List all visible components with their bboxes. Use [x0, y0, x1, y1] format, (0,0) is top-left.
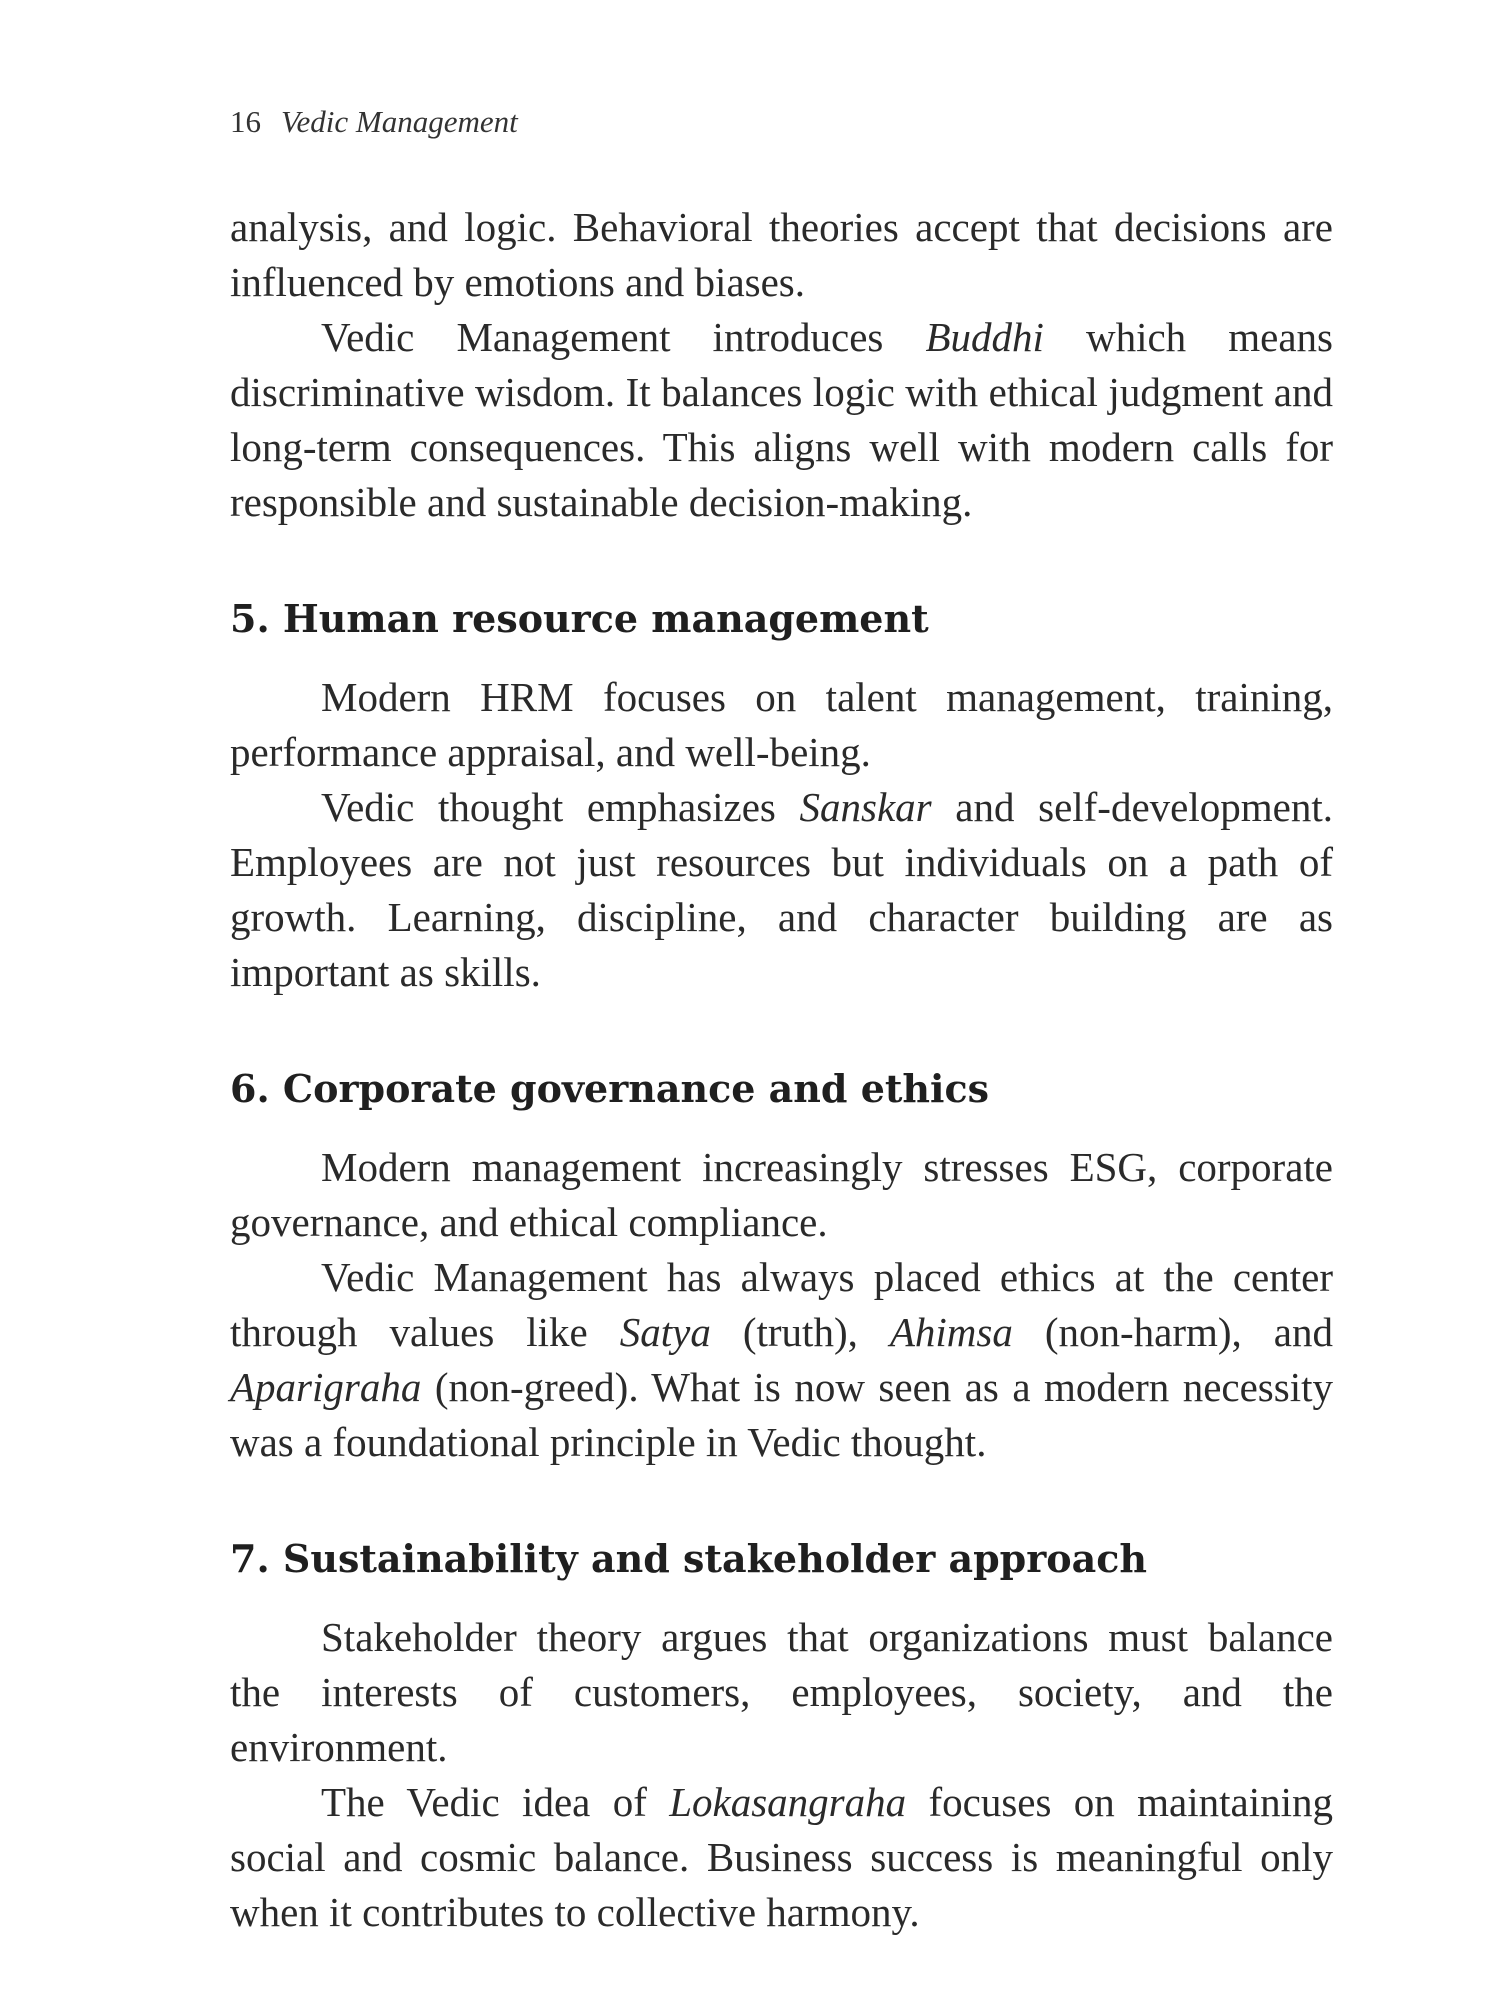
term-aparigraha: Aparigraha	[230, 1364, 422, 1410]
paragraph-continued: analysis, and logic. Behavioral theories accept that decisions are influenced by emotions and biases.	[230, 204, 1333, 305]
term-lokasangraha: Lokasangraha	[669, 1779, 907, 1825]
paragraph-stakeholder-modern: Stakeholder theory argues that organizations must balance the interests of customers, employees, society, and the environment.	[230, 1614, 1333, 1770]
paragraph-governance-modern: Modern management increasingly stresses ESG, corporate governance, and ethical compliance.	[230, 1144, 1333, 1245]
paragraph-governance-vedic: Vedic Management has always placed ethics at the center through values like Satya (truth), Ahimsa (non-harm), and Aparigraha (non-greed). What is now seen as a modern necessity was a foundational principle in Vedic thought.	[230, 1254, 1333, 1465]
section-heading-hrm: 5. Human resource management	[230, 596, 929, 641]
page-body	[230, 200, 1333, 1940]
book-title: Vedic Management	[281, 104, 518, 139]
term-sanskar: Sanskar	[799, 784, 932, 830]
page-number: 16	[230, 104, 261, 139]
section-heading-sustainability: 7. Sustainability and stakeholder approach	[230, 1536, 1148, 1581]
paragraph-hrm-modern: Modern HRM focuses on talent management, training, performance appraisal, and well-being.	[230, 674, 1333, 775]
term-ahimsa: Ahimsa	[889, 1309, 1013, 1355]
term-satya: Satya	[619, 1309, 711, 1355]
running-head	[230, 104, 518, 140]
section-heading-governance: 6. Corporate governance and ethics	[230, 1066, 990, 1111]
paragraph-buddhi: Vedic Management introduces Buddhi which means discriminative wisdom. It balances logic with ethical judgment and long-term consequences. This aligns well with modern calls for responsible and sustainable decision-making.	[230, 314, 1333, 525]
paragraph-stakeholder-vedic: The Vedic idea of Lokasangraha focuses on maintaining social and cosmic balance. Business success is meaningful only when it contributes to collective harmony.	[230, 1779, 1334, 1935]
paragraph-hrm-vedic: Vedic thought emphasizes Sanskar and self-development. Employees are not just resources but individuals on a path of growth. Learning, discipline, and character building are as important as skills.	[230, 784, 1333, 995]
term-buddhi: Buddhi	[925, 314, 1044, 360]
